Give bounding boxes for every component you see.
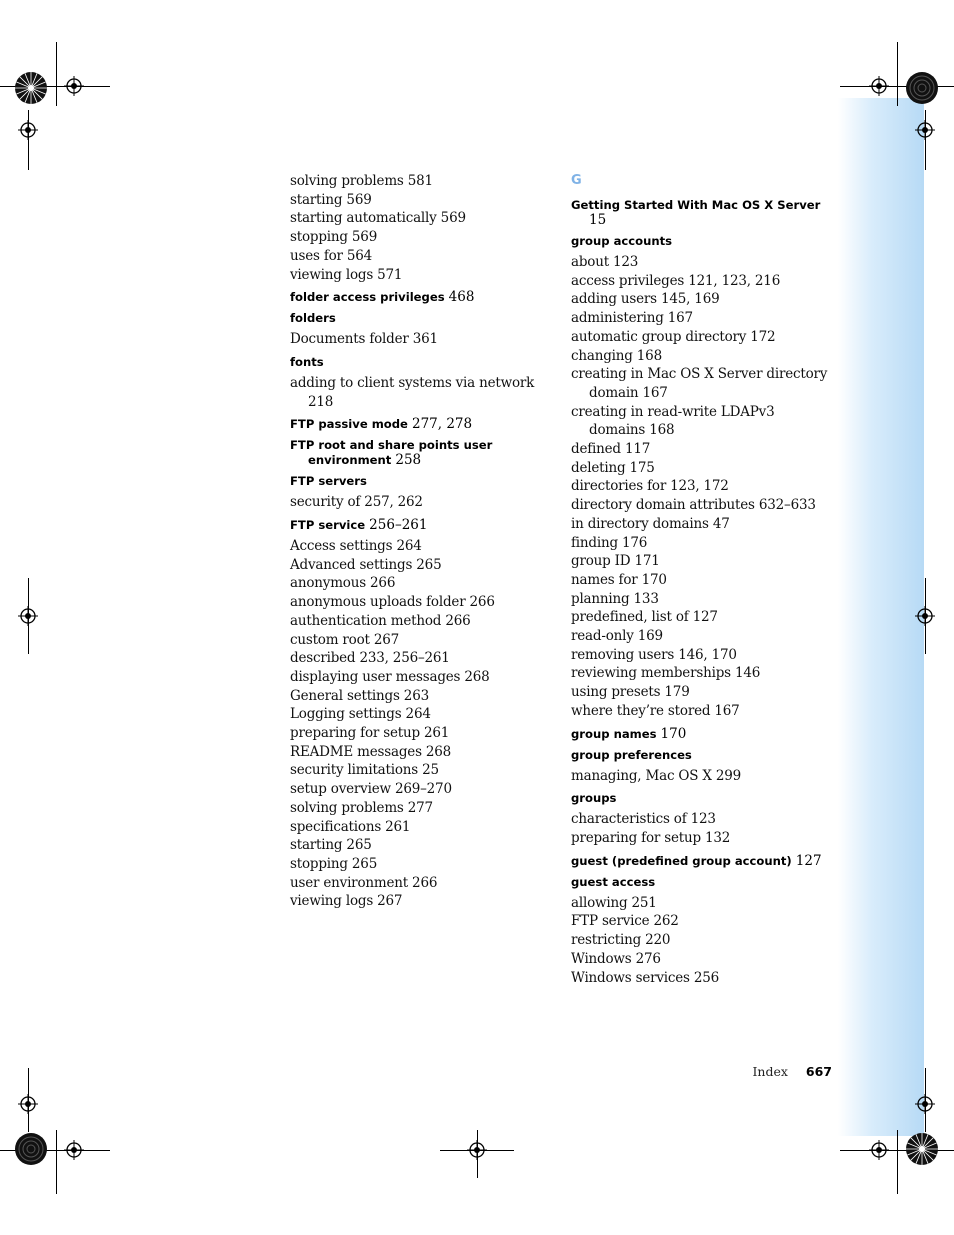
index-subentry: stopping 569 [290,229,378,246]
index-main-entry [571,198,831,228]
starburst-target-icon [905,71,939,105]
index-subentry: restricting 220 [571,932,671,949]
index-term: group preferences [571,747,692,762]
index-main-entry [571,791,831,806]
index-subentry: anonymous 266 [290,575,396,592]
index-main-entry [290,290,540,305]
registration-target-icon [915,1094,935,1114]
index-subentry: read-only 169 [571,628,663,645]
index-term: guest access [571,874,656,889]
crop-mark [925,110,926,170]
index-subentry: setup overview 269–270 [290,781,452,798]
index-term: FTP service [290,518,366,533]
index-subentry: access privileges 121, 123, 216 [571,272,781,289]
index-subentry: custom root 267 [290,631,400,648]
index-subentry: Logging settings 264 [290,706,431,723]
index-subentry: directory domain attributes 632–633 [571,497,816,514]
index-subentry: user environment 266 [290,874,438,891]
crop-mark [28,110,29,170]
index-page-ref: 258 [395,452,422,469]
index-subentry: deleting 175 [571,459,655,476]
registration-target-icon [915,120,935,140]
index-subentry: managing, Mac OS X 299 [571,767,742,784]
index-subentry: directories for 123, 172 [571,478,729,495]
index-term: group accounts [571,234,673,248]
index-subentry: changing 168 [571,347,662,364]
index-main-entry [290,311,540,326]
index-subentry: displaying user messages 268 [290,668,490,685]
index-subentry: predefined, list of 127 [571,609,718,626]
index-term: guest (predefined group account) [571,853,792,868]
index-subentry: creating in Mac OS X Server directory domain 167 [571,366,828,401]
index-subentry: in directory domains 47 [571,515,730,532]
index-subentry: General settings 263 [290,687,429,704]
index-subentry: finding 176 [571,534,648,551]
index-page-ref: 468 [448,289,475,306]
registration-target-icon [869,1140,889,1160]
index-subentry: group ID 171 [571,553,660,570]
index-subentry: preparing for setup 261 [290,725,450,742]
registration-target-icon [18,120,38,140]
index-subentry: starting automatically 569 [290,210,466,227]
index-subentry: viewing logs 571 [290,266,403,283]
page-number: 667 [805,1064,832,1079]
index-term: fonts [290,354,324,369]
starburst-target-icon [905,1132,939,1166]
starburst-target-icon [14,1132,48,1166]
index-page-ref: 170 [660,725,687,742]
index-subentry: uses for 564 [290,247,373,264]
index-subentry: adding to client systems via network 218 [290,374,535,410]
index-subentry: Advanced settings 265 [290,556,442,573]
index-subentry: where they’re stored 167 [571,702,740,719]
index-term: FTP root and share points user environment [290,438,493,468]
index-subentry: Windows 276 [571,950,661,967]
index-subentry: defined 117 [571,441,651,458]
registration-target-icon [64,76,84,96]
index-subentry: described 233, 256–261 [290,650,450,667]
index-term: FTP servers [290,474,367,489]
index-subentry: adding users 145, 169 [571,291,720,308]
index-main-entry [571,875,831,890]
index-subentry: names for 170 [571,571,667,588]
page-edge-band [838,98,924,1136]
index-page-ref: 277, 278 [411,416,473,433]
index-main-entry [571,234,831,249]
index-subentry: security of 257, 262 [290,494,423,511]
crop-mark [56,42,57,106]
index-main-entry [290,438,540,468]
index-subentry: Windows services 256 [571,969,720,986]
starburst-target-icon [14,71,48,105]
index-page-ref: 15 [589,212,607,228]
index-subentry: starting 569 [290,191,372,208]
index-term: folders [290,311,336,326]
index-term: Getting Started With Mac OS X Server [571,198,821,212]
index-subentry: FTP service 262 [571,913,679,930]
index-subentry: specifications 261 [290,818,411,835]
registration-target-icon [18,606,38,626]
index-page-ref: 256–261 [369,517,428,534]
index-subentry: automatic group directory 172 [571,328,776,345]
index-subentry: README messages 268 [290,743,452,760]
index-subentry: about 123 [571,254,639,270]
page-footer [752,1063,832,1081]
index-subentry: stopping 265 [290,855,378,872]
index-subentry: Access settings 264 [290,538,422,555]
index-subentry: creating in read-write LDAPv3 domains 168 [571,403,775,439]
index-subentry: planning 133 [571,590,659,607]
index-subentry: allowing 251 [571,894,657,911]
index-main-entry [571,854,831,869]
index-page-ref: 127 [795,852,822,869]
index-subentry: reviewing memberships 146 [571,665,761,682]
index-column-right [571,172,831,987]
index-subentry: administering 167 [571,310,693,327]
index-subentry: authentication method 266 [290,612,471,629]
crop-mark [897,42,898,106]
registration-target-icon [467,1140,487,1160]
index-term: groups [571,791,617,806]
index-term: FTP passive mode [290,417,408,432]
index-term: folder access privileges [290,290,445,305]
index-subentry: anonymous uploads folder 266 [290,594,495,611]
registration-target-icon [915,606,935,626]
index-main-entry [290,518,540,533]
index-column-left [290,172,540,911]
index-subentry: starting 265 [290,837,372,854]
index-subentry: viewing logs 267 [290,893,403,910]
index-letter-heading: G [571,173,582,188]
index-subentry: preparing for setup 132 [571,829,731,846]
registration-target-icon [64,1140,84,1160]
registration-target-icon [869,76,889,96]
index-subentry: characteristics of 123 [571,811,716,828]
index-subentry: solving problems 277 [290,799,433,816]
index-subentry: Documents folder 361 [290,331,438,348]
index-main-entry [290,355,540,370]
index-main-entry [290,417,540,432]
index-subentry: solving problems 581 [290,173,433,189]
index-main-entry [571,727,831,742]
index-term: group names [571,726,657,741]
index-main-entry [290,474,540,489]
index-main-entry [571,748,831,763]
footer-section-label: Index [752,1064,788,1079]
registration-target-icon [18,1094,38,1114]
crop-mark [897,1130,898,1194]
index-subentry: using presets 179 [571,684,690,701]
index-subentry: removing users 146, 170 [571,646,737,663]
index-subentry: security limitations 25 [290,762,439,779]
crop-mark [56,1130,57,1194]
